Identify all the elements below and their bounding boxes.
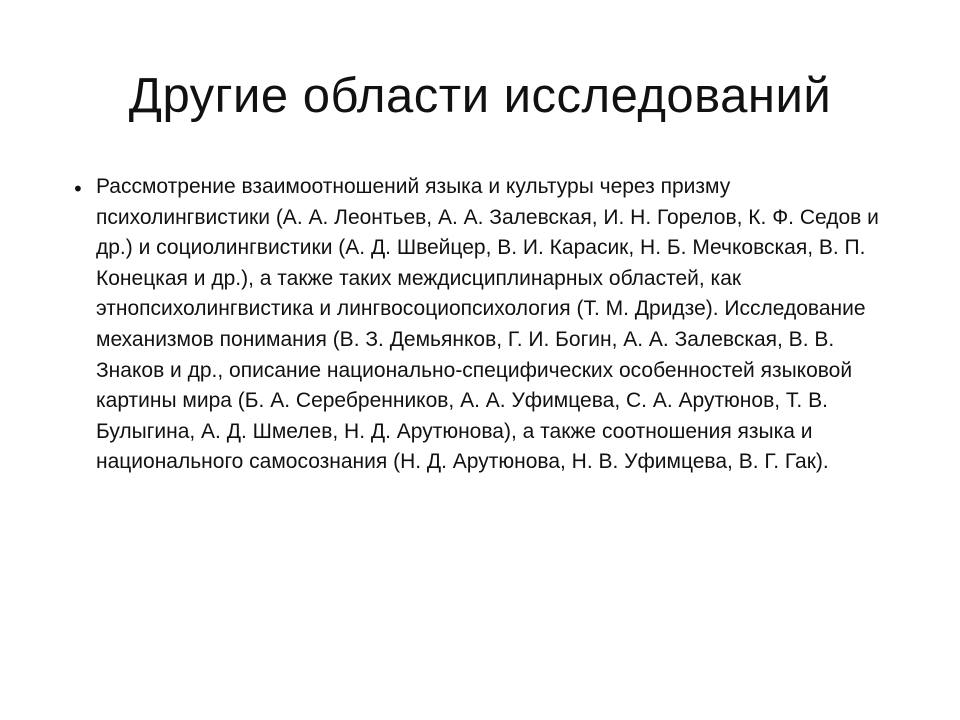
bullet-marker: • bbox=[72, 177, 84, 201]
bullet-text: Рассмотрение взаимоотношений языка и культуры через призму психолингвистики (А. А. Леонтьев, А. А. Залевская, И. Н. Горелов, К. Ф. Седов и др.) и социолингвистики (А. Д. Швейцер, В. И. Карасик, Н. Б. Мечковская, В. П. Конецкая и др.), а также таких междисциплинарных областей, как этнопсихолингвистика и лингвосоциопсихология (Т. М. Дридзе). Исследование механизмов понимания (В. З. Демьянков, Г. И. Богин, А. А. Залевская, В. В. Знаков и др., описание национально-специфических особенностей языковой картины мира (Б. А. Серебренников, А. А. Уфимцева, С. А. Арутюнов, Т. В. Булыгина, А. Д. Шмелев, Н. Д. Арутюнова), а также соотношения языка и национального самосознания (Н. Д. Арутюнова, Н. В. Уфимцева, В. Г. Гак). bbox=[96, 175, 879, 474]
slide-content bbox=[72, 172, 907, 478]
bullet-item bbox=[72, 172, 907, 478]
slide-title: Другие области исследований bbox=[128, 69, 832, 123]
